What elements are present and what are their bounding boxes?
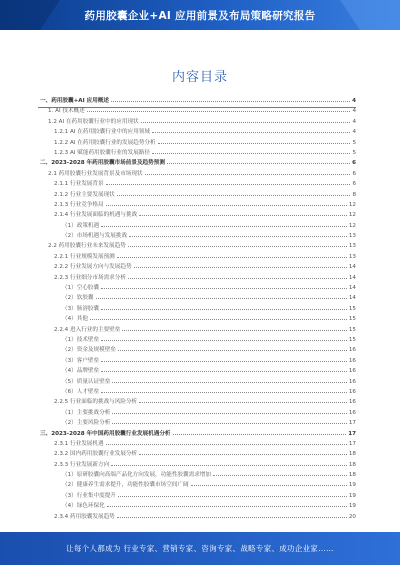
toc-leader-dots [173,430,347,435]
toc-leader-dots [139,450,347,455]
toc-leader-dots [111,97,350,102]
toc-leader-dots [129,232,347,237]
toc-leader-dots [134,263,347,268]
toc-entry-label: （3）行业集中度提升 [62,492,116,499]
toc-entry-label: （1）原研胶囊向高端产品化方向发展，功能性胶囊需求增加 [62,472,211,479]
toc-entry[interactable] [38,501,356,511]
toc-entry[interactable] [38,418,356,428]
toc-leader-dots [111,461,347,466]
toc-entry-label: 2.2.4 进入行业的主要壁垒 [54,326,121,333]
toc-entry-page: 6 [352,160,356,167]
toc-entry-label: （2）软胶囊 [62,295,94,302]
toc-leader-dots [213,471,347,476]
toc-entry[interactable] [38,439,356,449]
toc-entry-label: （1）政策机遇 [62,222,100,229]
toc-entry[interactable] [38,210,356,220]
toc-entry-page: 14 [348,295,356,302]
toc-entry-page: 16 [348,409,356,416]
toc-entry-page: 13 [348,253,356,260]
toc-leader-dots [128,242,347,247]
toc-entry[interactable] [38,106,356,116]
toc-entry-page: 4 [352,118,356,125]
toc-entry[interactable] [38,512,356,522]
toc-leader-dots [101,367,347,372]
toc-entry[interactable] [38,262,356,272]
toc-title: 内容目录 [171,70,228,85]
toc-entry-page: 17 [348,430,356,437]
toc-entry-label: 2.3.1 行业发展机遇 [54,440,104,447]
toc-entry-label: （1）空心胶囊 [62,285,100,292]
toc-entry-page: 16 [348,378,356,385]
toc-entry-page: 15 [348,326,356,333]
toc-leader-dots [101,284,347,289]
toc-entry[interactable] [38,241,356,251]
toc-leader-dots [117,191,351,196]
toc-leader-dots [101,305,347,310]
toc-entry-page: 19 [348,492,356,499]
toc-entry-label: 2.1.3 行业竞争格局 [54,201,104,208]
toc-entry-label: 2.2.1 行业规模发展预测 [54,253,115,260]
toc-entry-page: 13 [348,243,356,250]
report-title: 药用胶囊企业+AI 应用前景及布局策略研究报告 [84,10,316,22]
toc-leader-dots [106,180,351,185]
toc-entry-label: 2.1.4 行业发展面临的机遇与挑战 [54,212,138,219]
toc-entry[interactable] [38,158,356,168]
toc-entry-label: 2.2.3 行业细分市场需求分析 [54,274,126,281]
toc-entry-label: 2.2.5 行业面临的挑战与风险分析 [54,399,138,406]
toc-entry[interactable] [38,169,356,179]
toc-entry[interactable] [38,387,356,397]
toc-entry[interactable] [38,117,356,127]
toc-entry-label: （2）健康养生需求提升，功能性胶囊市场空间广阔 [62,482,189,489]
toc-entry-page: 19 [348,503,356,510]
toc-leader-dots [118,346,347,351]
toc-entry-page: 15 [348,316,356,323]
toc-entry-page: 4 [352,98,356,104]
toc-leader-dots [101,336,347,341]
toc-entry-label: 1.2.3 AI 赋能药用胶囊行业的发展路径 [54,149,150,156]
toc-entry[interactable] [38,345,356,355]
toc-entry[interactable] [38,293,356,303]
toc-entry-page: 18 [348,461,356,468]
toc-entry-label: （4）绿色环保化 [62,503,105,510]
toc-leader-dots [128,274,347,279]
toc-entry-label: （1）技术壁垒 [62,336,100,343]
toc-entry-label: （4）品牌壁垒 [62,368,100,375]
toc-entry[interactable] [38,252,356,262]
footer-slogan: 让每个人都成为 行业专家、营销专家、咨询专家、战略专家、成功企业家…… [66,544,334,553]
toc-leader-dots [167,159,350,164]
toc-entry-label: 一、药用胶囊+AI 应用概述 [40,98,109,104]
toc-entry-label: （3）肠溶胶囊 [62,305,100,312]
toc-entry-label: （5）质量认证壁垒 [62,378,111,385]
toc-entry-label: 2.2 药用胶囊行业未来发展趋势 [48,243,126,250]
toc-entry-page: 12 [348,201,356,208]
toc-entry[interactable] [38,408,356,418]
toc-entry-label: 三、2023-2028 年中国药用胶囊行业发展机遇分析 [40,430,171,437]
toc-leader-dots [117,513,347,518]
toc-entry-page: 17 [348,440,356,447]
toc-entry[interactable] [38,148,356,158]
toc-entry-label: 2.3.2 国内药用胶囊行业发展分析 [54,451,138,458]
toc-entry-page: 14 [348,285,356,292]
toc-entry[interactable] [38,96,356,106]
toc-entry-page: 13 [348,233,356,240]
toc-entry-page: 5 [352,149,356,156]
toc-leader-dots [139,398,347,403]
toc-entry[interactable] [38,429,356,439]
toc-entry-label: （3）客户壁垒 [62,357,100,364]
toc-entry-page: 15 [348,336,356,343]
toc-entry-page: 18 [348,451,356,458]
toc-entry-label: 2.1.1 行业发展背景 [54,181,104,188]
toc-leader-dots [139,211,347,216]
toc-entry[interactable] [38,397,356,407]
toc-leader-dots [117,253,347,258]
toc-entry[interactable] [38,480,356,490]
toc-leader-dots [106,201,347,206]
toc-entry-page: 18 [348,472,356,479]
toc-entry-page: 4 [352,129,356,136]
toc-entry-label: （2）市场机遇与发展挑战 [62,233,128,240]
toc-leader-dots [107,502,347,507]
toc-leader-dots [152,128,350,133]
toc-entry[interactable] [38,314,356,324]
toc-leader-dots [112,378,347,383]
toc-leader-dots [191,481,347,486]
toc-entry[interactable] [38,304,356,314]
toc-leader-dots [141,118,351,123]
toc-leader-dots [101,357,347,362]
toc-leader-dots [112,409,347,414]
toc-entry-page: 6 [352,170,356,177]
toc-entry-page: 16 [348,399,356,406]
toc-entry-label: 2.1.2 行业主要发展现状 [54,191,115,198]
toc-entry-label: （2）主要风险分析 [62,420,111,427]
toc-entry[interactable] [38,138,356,148]
toc-entry-page: 20 [348,513,356,520]
toc-entry-page: 5 [352,139,356,146]
toc-entry[interactable] [38,179,356,189]
toc-entry-label: 1.2 AI 在药用胶囊行业中的应用现状 [48,118,139,125]
toc-entry-label: （2）资金及规模壁垒 [62,347,116,354]
toc-entry-label: 1.2.2 AI 在药用胶囊行业的发展趋势分析 [54,139,156,146]
toc-entry-label: 2.3.3 行业发展新方向 [54,461,110,468]
toc-entry[interactable] [38,470,356,480]
toc-leader-dots [145,170,351,175]
toc-entry[interactable] [38,356,356,366]
toc-entry-label: 二、2023-2028 年药用胶囊市场前景及趋势预测 [40,160,165,167]
table-of-contents [38,96,356,522]
toc-entry-page: 16 [348,388,356,395]
toc-leader-dots [101,388,347,393]
toc-leader-dots [106,440,347,445]
toc-entry-label: （1）主要挑战分析 [62,409,111,416]
toc-entry-page: 12 [348,212,356,219]
toc-entry-label: 1. AI 技术概述 [48,108,85,115]
toc-entry-page: 4 [352,108,356,115]
toc-entry[interactable] [38,377,356,387]
toc-entry[interactable] [38,460,356,470]
toc-entry[interactable] [38,325,356,335]
toc-entry-page: 14 [348,274,356,281]
toc-entry[interactable] [38,127,356,137]
toc-entry-page: 16 [348,347,356,354]
report-header [0,0,400,30]
toc-entry[interactable] [38,190,356,200]
toc-leader-dots [87,107,351,112]
toc-entry-page: 12 [348,222,356,229]
toc-entry-label: 1.2.1 AI 在药用胶囊行业中的应用领域 [54,129,150,136]
toc-entry-page: 14 [348,264,356,271]
toc-entry-page: 17 [348,420,356,427]
toc-leader-dots [122,326,347,331]
report-footer [0,532,400,565]
toc-entry-page: 6 [352,181,356,188]
toc-entry-page: 16 [348,368,356,375]
toc-entry-label: 2.2.2 行业发展方向与发展趋势 [54,264,132,271]
toc-leader-dots [101,222,347,227]
toc-leader-dots [96,294,347,299]
toc-entry[interactable] [38,449,356,459]
toc-entry-page: 8 [352,191,356,198]
toc-leader-dots [158,139,351,144]
toc-entry-label: 2.3.4 药用胶囊发展趋势 [54,513,115,520]
toc-entry[interactable] [38,221,356,231]
toc-entry[interactable] [38,273,356,283]
toc-entry[interactable] [38,335,356,345]
toc-entry-label: （4）其他 [62,316,88,323]
toc-entry[interactable] [38,283,356,293]
toc-leader-dots [152,149,350,154]
toc-entry[interactable] [38,366,356,376]
toc-leader-dots [112,419,347,424]
toc-entry-page: 16 [348,357,356,364]
toc-leader-dots [90,315,347,320]
toc-entry-page: 19 [348,482,356,489]
toc-entry-page: 15 [348,305,356,312]
toc-entry[interactable] [38,491,356,501]
toc-entry-label: （6）人才壁垒 [62,388,100,395]
toc-entry-label: 2.1 药用胶囊行业发展背景及市场现状 [48,170,143,177]
toc-entry[interactable] [38,231,356,241]
toc-entry[interactable] [38,200,356,210]
toc-leader-dots [118,492,347,497]
